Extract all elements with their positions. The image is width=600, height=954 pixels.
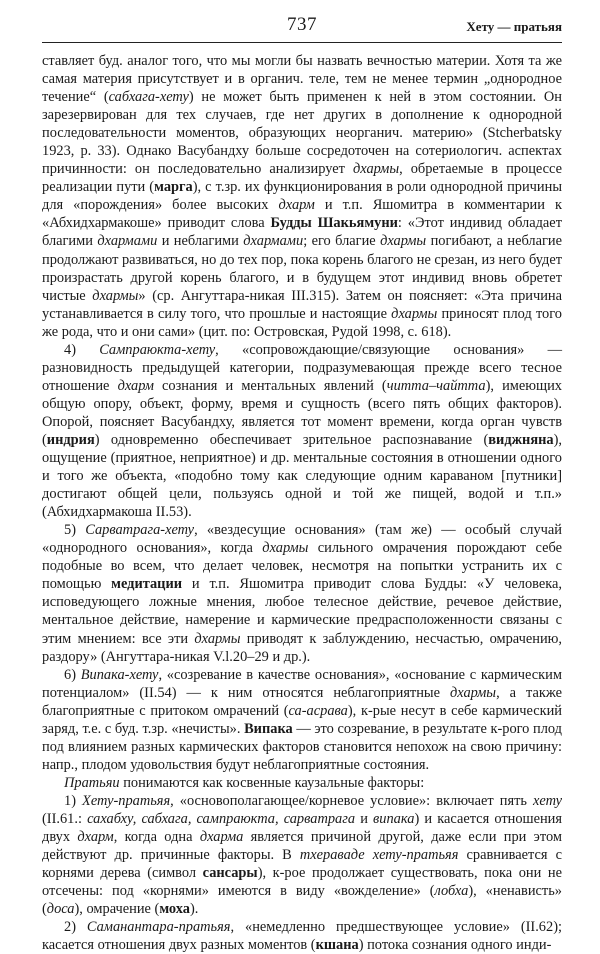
italic-term: тхераваде хету-пратьяя xyxy=(299,847,459,864)
bold-term: индрия xyxy=(46,431,95,448)
italic-term: Саманантара-пратьяя xyxy=(86,919,231,936)
italic-term: дхармы xyxy=(352,161,400,178)
italic-term: доса xyxy=(46,901,75,918)
bold-term: Будды Шакьямуни xyxy=(270,215,398,232)
page-header xyxy=(42,8,562,42)
italic-term: дхармы xyxy=(92,287,139,304)
bold-term: виджняна xyxy=(488,431,554,448)
italic-term: дхарм xyxy=(77,829,114,846)
paragraph-pratyayi-intro: Пратьяи понимаются как косвенные каузальные факторы: xyxy=(64,774,425,791)
italic-term: дхармы xyxy=(391,305,438,322)
italic-term: читта–чайтта xyxy=(386,377,486,394)
bold-term: медитации xyxy=(111,576,183,593)
italic-term: Випака-хету xyxy=(80,666,159,683)
italic-term: хету xyxy=(532,792,562,809)
page-number: 737 xyxy=(287,14,317,35)
italic-term: випака xyxy=(373,810,415,827)
paragraph-continuation: ставляет буд. аналог того, что мы могли бы назвать вечностью материи. Хотя та же самая материя присутствует и в органич. теле, тем не менее термин „однородное течение“ (сабхага-хету) не может быть применен к ней в этом состоянии. Он зарезервирован для тех случаев, где нет других в дополнение к однородной последовательности моментов, образующих неорганич. материю» (Stcherbatsky 1923, p. 33). Однако Васубандху больше сосредоточен на сотериологич. аспектах причинности: он последовательно анализирует дхармы, обретаемые в процессе реализации пути (марга), с т.зр. их функционирования в роли однородной причины для «порождения» более высоких дхарм и т.п. Яшомитра в комментарии к «Абхидхармакоше» приводит слова Будды Шакьямуни: «Этот индивид обладает благими дхармами и неблагими дхармами; его благие дхармы погибают, а неблагие продолжают развиваться, но до тех пор, пока корень благого не срезан, из него будет произрастать другой корень благого, и в будущем этот индивид вновь обретет чистые дхармы» (ср. Ангуттара-никая III.315). Затем он поясняет: «Эта причина устанавливается в силу того, что прошлые и настоящие дхармы приносят плод того же рода, что и они сами» (цит. по: Островская, Рудой 1998, с. 618). xyxy=(42,53,563,340)
bold-term: марга xyxy=(154,179,193,196)
paragraph-sampraiukta-hetu: 4) Сампраюкта-хету, «сопровождающие/связующие основания» — разновидность предыдущей категории, подразумевающая прежде всего тесное отношение дхарм сознания и ментальных явлений (читта–чайтта), имеющих общую опору, объект, форму, время и сущность (всего пять общих факторов). Опорой, поясняет Васубандху, является тот момент времени, когда орган чувств (индрия) одновременно обеспечивает зрительное распознавание (виджняна), ощущение (приятное, неприятное) и др. ментальные состояния в отношении одного и того же объекта, «подобно тому как следующие одним караваном [путники] достигают общей цели, пользуясь одной и той же пищей, водой и т.п.» (Абхидхармакоша II.53). xyxy=(42,341,562,521)
paragraph-vipaka-hetu: 6) Випака-хету, «созревание в качестве основания», «основание с кармическим потенциалом» (II.54) — к ним относятся неблагоприятные дхармы, а также благоприятные с притоком омрачений (са-асрава), к-рые несут в себе кармический заряд, т.е. с буд. т.зр. «нечисты». Випака — это созревание, в результате к-рого плод под влиянием разных кармических факторов становится непохож на свою причину: напр., плодом удовольствия будут неблагоприятные состояния. xyxy=(42,666,562,773)
italic-term: дхармы xyxy=(194,630,241,647)
italic-term: Сарватрага-хету xyxy=(85,522,195,539)
italic-term: дхармы xyxy=(262,540,309,557)
italic-term: дхарма xyxy=(199,829,244,846)
italic-term: дхарм xyxy=(278,197,315,214)
italic-term: дхармами xyxy=(97,233,158,250)
italic-term: са-асрава xyxy=(288,702,348,719)
paragraph-sarvatraga-hetu: 5) Сарватрага-хету, «вездесущие основания» (там же) — особый случай «однородного основания», когда дхармы сильного омрачения порождают себе подобные во всем, что делает человек, несмотря на попытки устранить их с помощью медитации и т.п. Яшомитра приводит слова Будды: «У человека, исповедующего ложные мнения, любое телесное действие, речевое действие, ментальное действие, намерение и кармические предрасположенности связаны с этим мнением: все эти дхармы приводят к заблуждению, несчастью, омрачению, раздору» (Ангуттара-никая V.l.20–29 и др.). xyxy=(42,522,563,665)
italic-term: дхармами xyxy=(243,233,304,250)
bold-term: Випака xyxy=(244,720,293,737)
paragraph-samanantara-pratyaya: 2) Саманантара-пратьяя, «немедленно предшествующее условие» (II.62); касается отношения двух разных моментов (кшана) потока сознания одного инди- xyxy=(42,919,562,954)
italic-term: дхарм xyxy=(117,377,154,394)
bold-term: сансары xyxy=(202,865,258,882)
italic-term: сабхага-хету xyxy=(108,89,189,106)
italic-term: лобха xyxy=(434,883,469,900)
running-head: Хету — пратьяя xyxy=(466,19,562,34)
italic-term: Пратьяи xyxy=(64,774,120,791)
header-rule xyxy=(42,42,562,43)
italic-term: Хету-пратьяя xyxy=(82,792,171,809)
italic-term: дхармы xyxy=(449,684,497,701)
paragraph-hetu-pratyaya: 1) Хету-пратьяя, «основополагающее/корневое условие»: включает пять хету (II.61.: сахабху, сабхага, сампраюкта, сарватрага и випака) и касается отношения двух дхарм, когда одна дхарма является причиной другой, даже если при этом действуют др. причинные факторы. В тхераваде хету-пратьяя сравнивается с корнями дерева (символ сансары), к-рое продолжает существовать, пока они не отсечены: под «корнями» имеются в виду «вожделение» (лобха), «ненависть» (доса), омрачение (моха). xyxy=(42,792,563,918)
article-body xyxy=(42,52,562,954)
italic-term: дхармы xyxy=(380,233,427,250)
bold-term: кшана xyxy=(315,937,359,954)
italic-term: Сампраюкта-хету xyxy=(99,341,216,358)
bold-term: моха xyxy=(159,901,190,918)
italic-term: сахабху, сабхага, сампраюкта, сарватрага xyxy=(87,810,356,827)
